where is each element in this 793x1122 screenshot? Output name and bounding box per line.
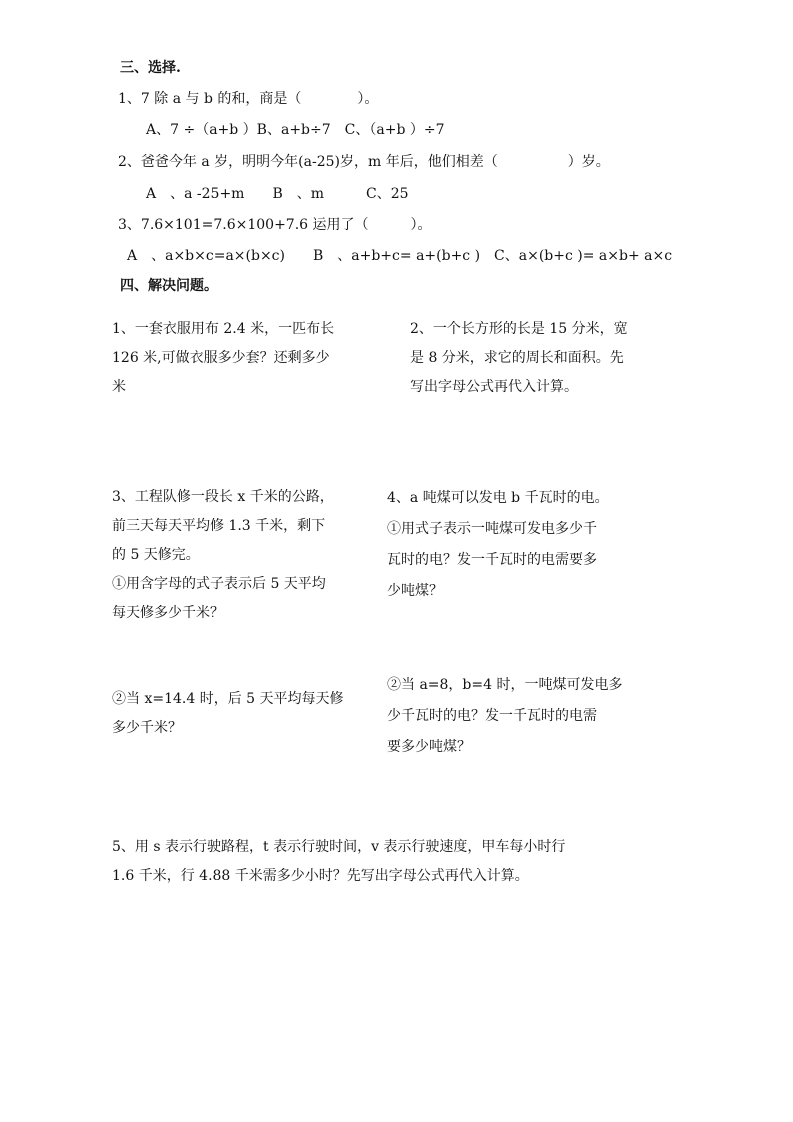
problem-3-line-3: 的 5 天修完。 <box>112 547 200 563</box>
problem-1-line-2: 126 米,可做衣服多少套？还剩多少 <box>112 350 330 366</box>
problem-1-line-1: 1、一套衣服用布 2.4 米，一匹布长 <box>112 321 335 337</box>
problem-3-part-2 <box>112 685 344 743</box>
problem-5-line-2: 1.6 千米，行 4.88 千米需多少小时？先写出字母公式再代入计算。 <box>112 868 529 884</box>
question-2-stem: 2、爸爸今年 a 岁，明明今年(a-25)岁，m 年后，他们相差（ ）岁。 <box>118 154 610 170</box>
question-3-options: A 、a×b×c=a×(b×c) B 、a+b+c= a+(b+c ) C、a×(b+c )= a×b+ a×c <box>127 248 673 264</box>
problem-4-line-3: 瓦时的电？发一千瓦时的电需要多 <box>387 552 597 568</box>
problem-4-line-2: ①用式子表示一吨煤可发电多少千 <box>387 521 597 537</box>
problem-3b-line-2: 多少千米？ <box>112 720 182 736</box>
problem-1-line-3: 米 <box>112 379 126 395</box>
problem-3-line-5: 每天修多少千米？ <box>112 605 224 621</box>
problem-2 <box>410 315 628 402</box>
question-1-stem: 1、7 除 a 与 b 的和，商是（ ）。 <box>118 91 379 107</box>
problem-3-line-1: 3、工程队修一段长 x 千米的公路， <box>112 489 334 505</box>
problem-4-part-2 <box>387 670 622 763</box>
problem-3b-line-1: ②当 x=14.4 时，后 5 天平均每天修 <box>112 691 344 707</box>
problem-4b-line-2: 少千瓦时的电？发一千瓦时的电需 <box>387 708 597 724</box>
section-3-heading: 三、选择. <box>120 60 181 76</box>
problem-2-line-2: 是 8 分米，求它的周长和面积。先 <box>410 350 624 366</box>
section-4-heading: 四、解决问题。 <box>120 278 218 294</box>
problem-3-part-1 <box>112 483 334 628</box>
problem-4b-line-3: 要多少吨煤？ <box>387 739 471 755</box>
problem-5-line-1: 5、用 s 表示行驶路程，t 表示行驶时间，v 表示行驶速度，甲车每小时行 <box>112 839 566 855</box>
problem-1 <box>112 315 334 402</box>
problem-4-line-1: 4、a 吨煤可以发电 b 千瓦时的电。 <box>387 490 609 506</box>
problem-4-part-1 <box>387 483 609 607</box>
problem-2-line-1: 2、一个长方形的长是 15 分米，宽 <box>410 321 628 337</box>
question-1-options: A、7 ÷（a+b ）B、a+b÷7 C、（a+b ）÷7 <box>146 122 445 138</box>
problem-3-line-4: ①用含字母的式子表示后 5 天平均 <box>112 576 326 592</box>
problem-3-line-2: 前三天每天平均修 1.3 千米，剩下 <box>112 518 326 534</box>
question-3-stem: 3、7.6×101=7.6×100+7.6 运用了（ ）。 <box>118 217 432 233</box>
question-2-options: A 、a -25+m B 、m C、25 <box>146 186 409 202</box>
problem-4b-line-1: ②当 a=8，b=4 时，一吨煤可发电多 <box>387 677 623 693</box>
problem-2-line-3: 写出字母公式再代入计算。 <box>410 379 578 395</box>
problem-5 <box>112 833 565 891</box>
problem-4-line-4: 少吨煤？ <box>387 583 443 599</box>
